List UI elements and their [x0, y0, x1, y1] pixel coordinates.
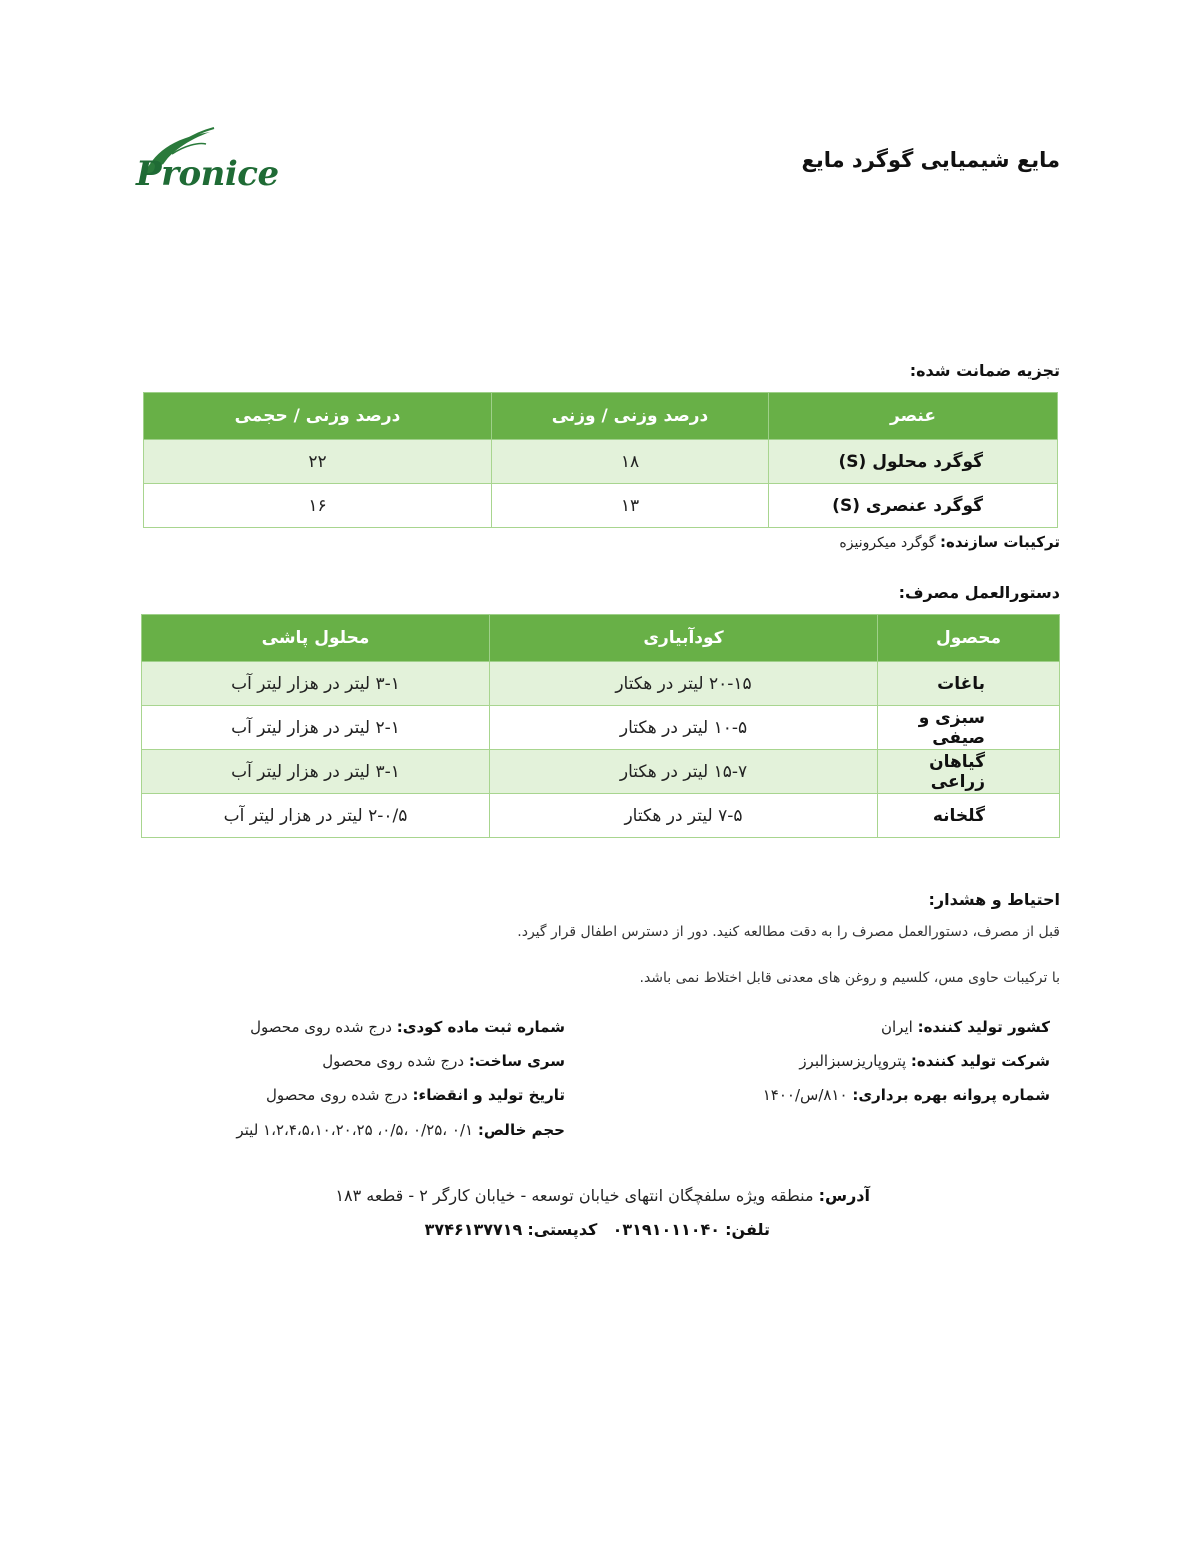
column-header: درصد وزنی / حجمی: [144, 393, 492, 440]
table-cell: ۱۵-۷ لیتر در هکتار: [490, 750, 878, 794]
company-label: شرکت تولید کننده:: [910, 1052, 1050, 1070]
usage-table: [141, 614, 1060, 838]
table-row: [144, 440, 1058, 484]
table-cell: گوگرد عنصری (S): [769, 484, 1058, 528]
column-header: محصول: [878, 615, 1060, 662]
address-line: [335, 1186, 870, 1205]
volume-label: حجم خالص:: [477, 1121, 565, 1139]
usage-heading: دستورالعمل مصرف:: [898, 583, 1060, 602]
composition-value: گوگرد میکرونیزه: [839, 535, 936, 551]
column-header: درصد وزنی / وزنی: [492, 393, 769, 440]
logo-wordmark: Pronice: [136, 154, 279, 194]
table-cell: سبزی و صیفی: [878, 706, 1060, 750]
license-line: [763, 1086, 1050, 1104]
batch-line: [322, 1052, 565, 1070]
company-value: پتروپاریزسبزالبرز: [799, 1052, 907, 1070]
country-line: [881, 1018, 1050, 1036]
table-row: [142, 750, 1060, 794]
warning-text: با ترکیبات حاوی مس، کلسیم و روغن های معدنی قابل اختلاط نمی باشد.: [639, 970, 1060, 986]
column-header: محلول پاشی: [142, 615, 490, 662]
country-label: کشور تولید کننده:: [917, 1018, 1050, 1036]
dates-value: درج شده روی محصول: [265, 1086, 408, 1104]
phone-label: تلفن:: [725, 1220, 770, 1239]
table-row: [142, 706, 1060, 750]
composition-label: ترکیبات سازنده:: [939, 533, 1060, 551]
table-row: [142, 662, 1060, 706]
table-row: [142, 794, 1060, 838]
batch-value: درج شده روی محصول: [322, 1052, 465, 1070]
address-label: آدرس:: [818, 1186, 870, 1205]
table-cell: ۱۶: [144, 484, 492, 528]
warning-text: قبل از مصرف، دستورالعمل مصرف را به دقت مطالعه کنید. دور از دسترس اطفال قرار گیرد.: [517, 924, 1060, 940]
license-label: شماره پروانه بهره برداری:: [852, 1086, 1050, 1104]
table-cell: ۲-۰/۵ لیتر در هزار لیتر آب: [142, 794, 490, 838]
table-row: [144, 484, 1058, 528]
table-cell: گوگرد محلول (S): [769, 440, 1058, 484]
phone-value: ۰۳۱۹۱۰۱۱۰۴۰: [612, 1220, 721, 1239]
registration-line: [250, 1018, 565, 1036]
table-cell: ۱۰-۵ لیتر در هکتار: [490, 706, 878, 750]
table-cell: ۲۰-۱۵ لیتر در هکتار: [490, 662, 878, 706]
registration-value: درج شده روی محصول: [250, 1018, 392, 1036]
table-cell: ۳-۱ لیتر در هزار لیتر آب: [142, 750, 490, 794]
warnings-heading: احتیاط و هشدار:: [928, 890, 1060, 909]
country-value: ایران: [880, 1018, 913, 1036]
registration-label: شماره ثبت ماده کودی:: [396, 1018, 565, 1036]
postal-value: ۳۷۴۶۱۳۷۷۱۹: [424, 1220, 523, 1239]
phone-line: [425, 1220, 770, 1239]
table-cell: ۱۸: [492, 440, 769, 484]
address-value: منطقه ویژه سلفچگان انتهای خیابان توسعه - خیابان کارگر ۲ - قطعه ۱۸۳: [335, 1186, 814, 1205]
dates-line: [266, 1086, 565, 1104]
table-cell: ۳-۱ لیتر در هزار لیتر آب: [142, 662, 490, 706]
composition-line: [839, 533, 1060, 551]
table-cell: گلخانه: [878, 794, 1060, 838]
column-header: عنصر: [769, 393, 1058, 440]
volume-line: [236, 1121, 565, 1139]
column-header: کودآبیاری: [490, 615, 878, 662]
table-cell: ۷-۵ لیتر در هکتار: [490, 794, 878, 838]
table-cell: ۲-۱ لیتر در هزار لیتر آب: [142, 706, 490, 750]
license-value: ۸۱۰/س/۱۴۰۰: [762, 1086, 848, 1104]
table-cell: ۲۲: [144, 440, 492, 484]
pronice-logo: [132, 124, 279, 196]
company-line: [799, 1052, 1050, 1070]
analysis-table: [143, 392, 1058, 528]
dates-label: تاریخ تولید و انقضاء:: [412, 1086, 565, 1104]
table-header-row: [144, 393, 1058, 440]
table-cell: گیاهان زراعی: [878, 750, 1060, 794]
table-header-row: [142, 615, 1060, 662]
volume-value: ۰/۱ ،۰/۲۵ ،۰/۵، ۱،۲،۴،۵،۱۰،۲۰،۲۵ لیتر: [236, 1121, 474, 1139]
batch-label: سری ساخت:: [468, 1052, 565, 1070]
analysis-heading: تجزیه ضمانت شده:: [909, 361, 1060, 380]
table-cell: ۱۳: [492, 484, 769, 528]
page-title: مایع شیمیایی گوگرد مایع: [801, 148, 1060, 172]
postal-label: کدپستی:: [527, 1220, 598, 1239]
table-cell: باغات: [878, 662, 1060, 706]
